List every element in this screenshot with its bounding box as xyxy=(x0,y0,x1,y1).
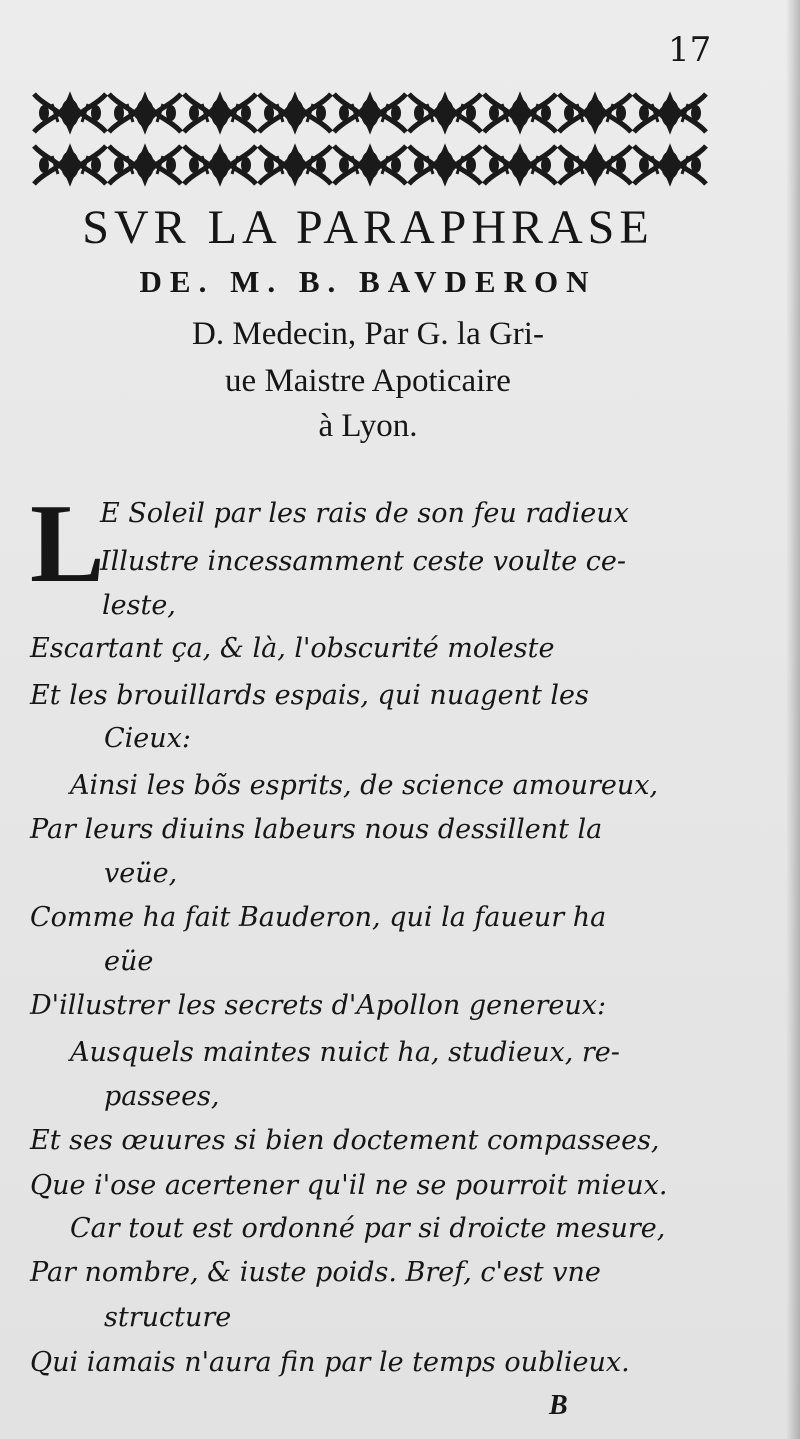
poem-line: D'illustrer les secrets d'Apollon genereux: xyxy=(30,990,607,1021)
poem-line: Car tout est ordonné par si droicte mesure, xyxy=(70,1213,666,1244)
poem-line: E Soleil par les rais de son feu radieux xyxy=(100,498,629,529)
poem-line: Ausquels maintes nuict ha, studieux, re- xyxy=(70,1037,620,1068)
poem-line: Comme ha fait Bauderon, qui la faueur ha xyxy=(30,902,607,933)
poem-line: structure xyxy=(104,1302,232,1333)
author-line: ue Maistre Apoticaire xyxy=(225,363,511,399)
poem-line: Escartant ça, & là, l'obscurité moleste xyxy=(30,633,555,664)
page-number: 17 xyxy=(668,30,712,70)
author-line: à Lyon. xyxy=(318,408,418,444)
poem-line: passees, xyxy=(104,1081,220,1112)
poem-line: Et les brouillards espais, qui nuagent les xyxy=(30,680,589,711)
poem-line: Et ses œuures si bien doctement compassees, xyxy=(30,1125,660,1156)
author-line: D. Medecin, Par G. la Gri- xyxy=(192,316,544,352)
poem-line: Par nombre, & iuste poids. Bref, c'est vne xyxy=(30,1257,601,1288)
heading-subtitle: DE. M. B. BAVDERON xyxy=(139,264,597,299)
decorative-ornament-band xyxy=(30,86,710,192)
poem-line: Cieux: xyxy=(104,723,191,754)
poem-line: veüe, xyxy=(104,858,178,889)
poem-line: Qui iamais n'aura fin par le temps oublieux. xyxy=(30,1347,630,1378)
poem-line: Illustre incessamment ceste voulte ce- xyxy=(100,546,626,577)
poem-line: eüe xyxy=(104,946,154,977)
poem-line: Ainsi les bõs esprits, de science amoureux, xyxy=(70,770,659,801)
poem-line: Par leurs diuins labeurs nous dessillent la xyxy=(30,814,603,845)
heading-title: SVR LA PARAPHRASE xyxy=(82,201,654,254)
poem-line: Que i'ose acertener qu'il ne se pourroit mieux. xyxy=(30,1170,668,1201)
signature-mark: B xyxy=(549,1390,568,1421)
poem-line: leste, xyxy=(102,590,176,621)
drop-cap: L xyxy=(30,482,105,606)
